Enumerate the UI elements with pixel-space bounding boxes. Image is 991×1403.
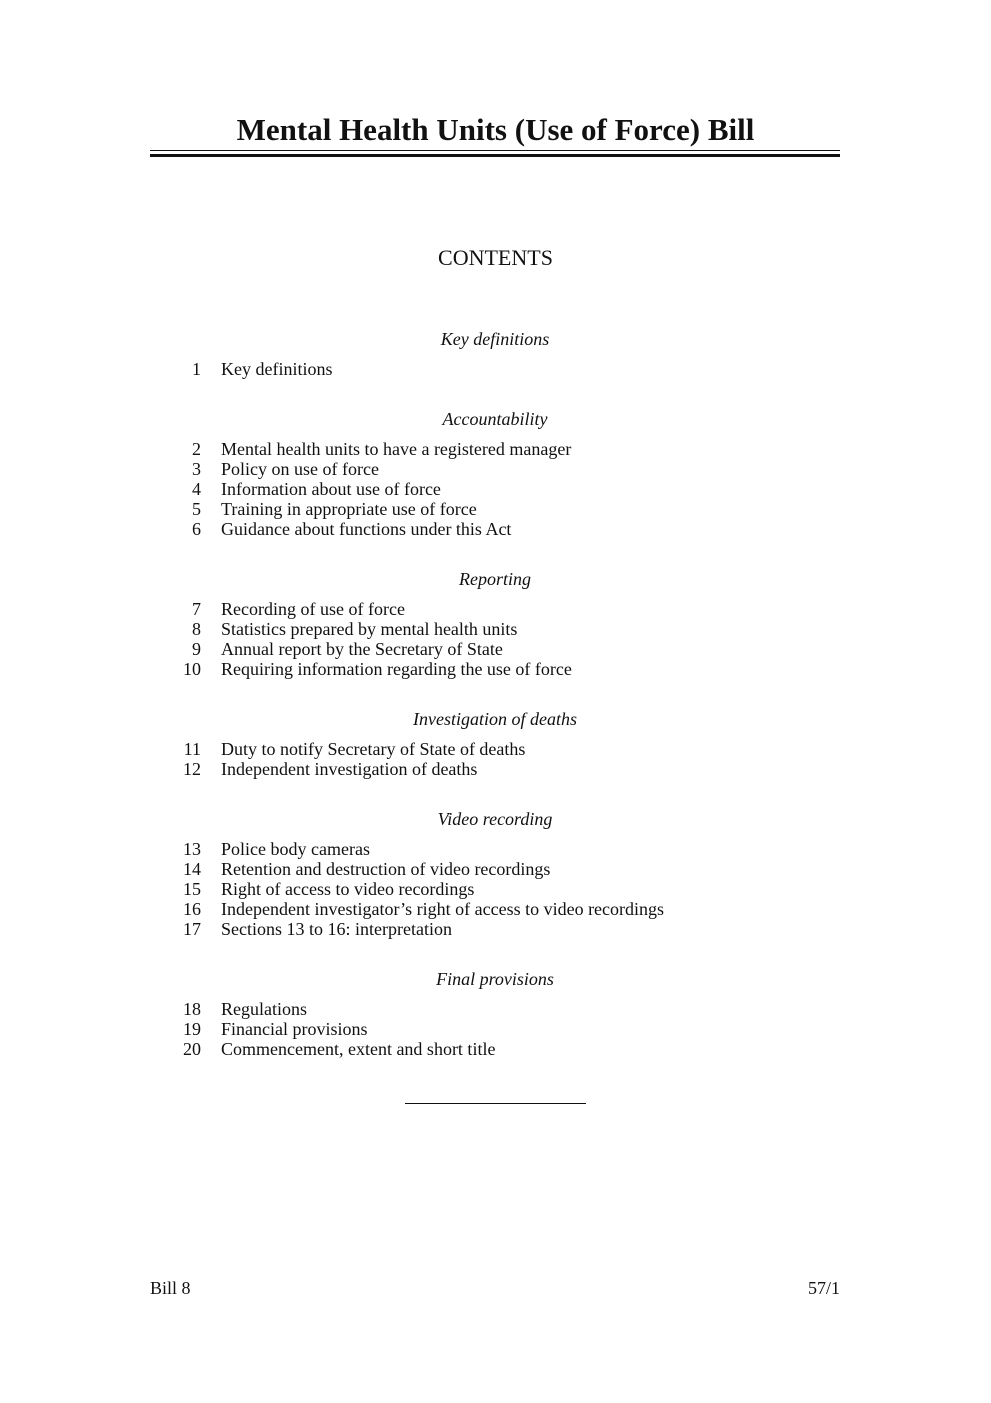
clause-number: 11 <box>183 739 201 759</box>
clause-number: 12 <box>183 759 201 779</box>
toc-entry[interactable] <box>150 459 840 479</box>
clause-number: 1 <box>192 359 201 379</box>
section-heading: Key definitions <box>440 329 550 349</box>
clause-number: 8 <box>192 619 201 639</box>
clause-number: 7 <box>192 599 201 619</box>
clause-title: Duty to notify Secretary of State of deaths <box>221 739 526 759</box>
clause-title: Training in appropriate use of force <box>221 499 477 519</box>
toc-entry[interactable] <box>150 619 840 639</box>
clause-number: 6 <box>192 519 201 539</box>
toc-entry[interactable] <box>150 1039 840 1059</box>
toc-entry[interactable] <box>150 659 840 679</box>
toc-section <box>150 329 840 379</box>
toc-section <box>150 569 840 679</box>
clause-number: 3 <box>192 459 201 479</box>
clause-title: Mental health units to have a registered manager <box>221 439 572 459</box>
toc-section <box>150 809 840 939</box>
toc-section <box>150 409 840 539</box>
clause-title: Sections 13 to 16: interpretation <box>221 919 452 939</box>
toc-entry[interactable] <box>150 599 840 619</box>
footer-bill-number: Bill 8 <box>150 1278 191 1298</box>
toc-section <box>150 969 840 1059</box>
section-heading: Investigation of deaths <box>413 709 577 729</box>
clause-title: Financial provisions <box>221 1019 368 1039</box>
toc-entry[interactable] <box>150 919 840 939</box>
clause-title: Regulations <box>221 999 307 1019</box>
toc-entry[interactable] <box>150 899 840 919</box>
clause-number: 14 <box>183 859 201 879</box>
clause-title: Guidance about functions under this Act <box>221 519 512 539</box>
clause-title: Recording of use of force <box>221 599 405 619</box>
section-heading: Video recording <box>437 809 553 829</box>
section-heading: Accountability <box>442 409 548 429</box>
clause-number: 9 <box>192 639 201 659</box>
end-rule <box>405 1103 586 1104</box>
clause-number: 20 <box>183 1039 201 1059</box>
toc-entry[interactable] <box>150 759 840 779</box>
clause-number: 17 <box>183 919 201 939</box>
clause-number: 18 <box>183 999 201 1019</box>
toc-entry[interactable] <box>150 519 840 539</box>
clause-title: Statistics prepared by mental health units <box>221 619 518 639</box>
clause-title: Information about use of force <box>221 479 441 499</box>
toc-entry[interactable] <box>150 1019 840 1039</box>
bill-title: Mental Health Units (Use of Force) Bill <box>236 112 755 147</box>
toc-entry[interactable] <box>150 879 840 899</box>
clause-number: 13 <box>183 839 201 859</box>
toc-entry[interactable] <box>150 999 840 1019</box>
clause-number: 5 <box>192 499 201 519</box>
clause-title: Retention and destruction of video recordings <box>221 859 551 879</box>
toc-entry[interactable] <box>150 839 840 859</box>
toc-entry[interactable] <box>150 859 840 879</box>
section-heading: Final provisions <box>436 969 554 989</box>
toc-entry[interactable] <box>150 359 840 379</box>
clause-title: Annual report by the Secretary of State <box>221 639 503 659</box>
toc-entry[interactable] <box>150 639 840 659</box>
toc-entry[interactable] <box>150 479 840 499</box>
clause-number: 15 <box>183 879 201 899</box>
footer-page-ref: 57/1 <box>807 1278 840 1298</box>
clause-number: 19 <box>183 1019 201 1039</box>
clause-title: Commencement, extent and short title <box>221 1039 496 1059</box>
title-rule-thick <box>150 154 840 157</box>
clause-title: Independent investigator’s right of access to video recordings <box>221 899 665 919</box>
clause-number: 16 <box>183 899 201 919</box>
clause-number: 10 <box>183 659 201 679</box>
clause-number: 4 <box>192 479 201 499</box>
contents-heading: CONTENTS <box>438 245 553 270</box>
table-of-contents <box>150 329 840 1089</box>
toc-section <box>150 709 840 779</box>
clause-number: 2 <box>192 439 201 459</box>
toc-entry[interactable] <box>150 499 840 519</box>
clause-title: Key definitions <box>221 359 333 379</box>
toc-entry[interactable] <box>150 439 840 459</box>
title-rule-thin <box>150 150 840 151</box>
clause-title: Requiring information regarding the use of force <box>221 659 572 679</box>
clause-title: Independent investigation of deaths <box>221 759 478 779</box>
toc-entry[interactable] <box>150 739 840 759</box>
clause-title: Right of access to video recordings <box>221 879 475 899</box>
clause-title: Police body cameras <box>221 839 370 859</box>
section-heading: Reporting <box>459 569 531 589</box>
clause-title: Policy on use of force <box>221 459 379 479</box>
